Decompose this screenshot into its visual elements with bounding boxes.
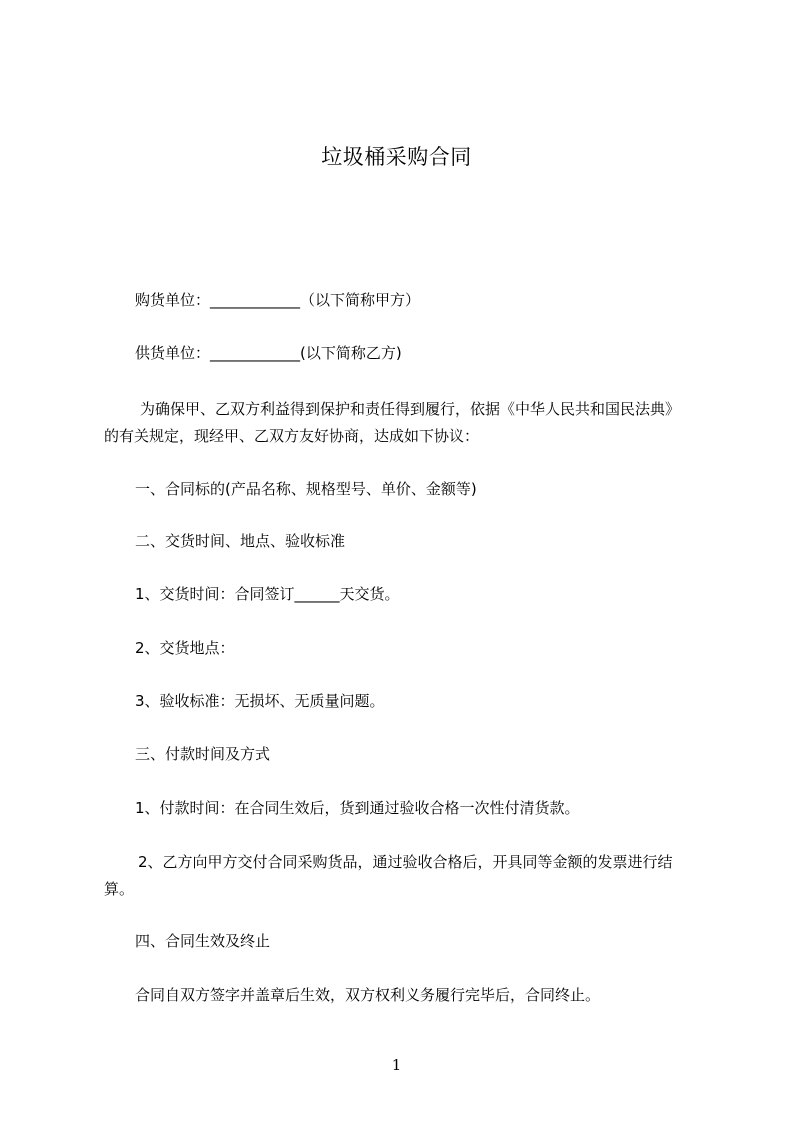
buyer-line: 购货单位：____________（以下简称甲方） bbox=[135, 291, 421, 309]
intro-paragraph bbox=[104, 396, 724, 450]
acceptance-standard-item: 3、验收标准：无损坏、无质量问题。 bbox=[135, 692, 385, 710]
intro-line-1: 为确保甲、乙双方利益得到保护和责任得到履行，依据《中华人民共和国民法典》 bbox=[140, 400, 681, 418]
section-4-heading: 四、合同生效及终止 bbox=[135, 932, 271, 950]
delivery-time-item: 1、交货时间：合同签订______天交货。 bbox=[135, 585, 400, 603]
payment-time-item: 1、付款时间：在合同生效后，货到通过验收合格一次性付清货款。 bbox=[135, 799, 580, 817]
supplier-line: 供货单位：____________(以下简称乙方) bbox=[135, 344, 402, 362]
effectiveness-clause: 合同自双方签字并盖章后生效，双方权利义务履行完毕后，合同终止。 bbox=[135, 986, 601, 1004]
section-1-heading: 一、合同标的(产品名称、规格型号、单价、金额等) bbox=[135, 480, 477, 498]
section-3-heading: 三、付款时间及方式 bbox=[135, 745, 271, 763]
delivery-place-item: 2、交货地点： bbox=[135, 639, 235, 657]
invoice-line-1: 2、乙方向甲方交付合同采购货品，通过验收合格后，开具同等金额的发票进行结 bbox=[138, 853, 673, 871]
page-number: 1 bbox=[391, 1056, 402, 1074]
invoice-line-2: 算。 bbox=[104, 880, 135, 898]
invoice-paragraph bbox=[104, 849, 724, 903]
intro-line-2: 的有关规定，现经甲、乙双方友好协商，达成如下协议： bbox=[104, 427, 480, 445]
section-2-heading: 二、交货时间、地点、验收标准 bbox=[135, 532, 346, 550]
document-title: 垃圾桶采购合同 bbox=[321, 145, 472, 169]
